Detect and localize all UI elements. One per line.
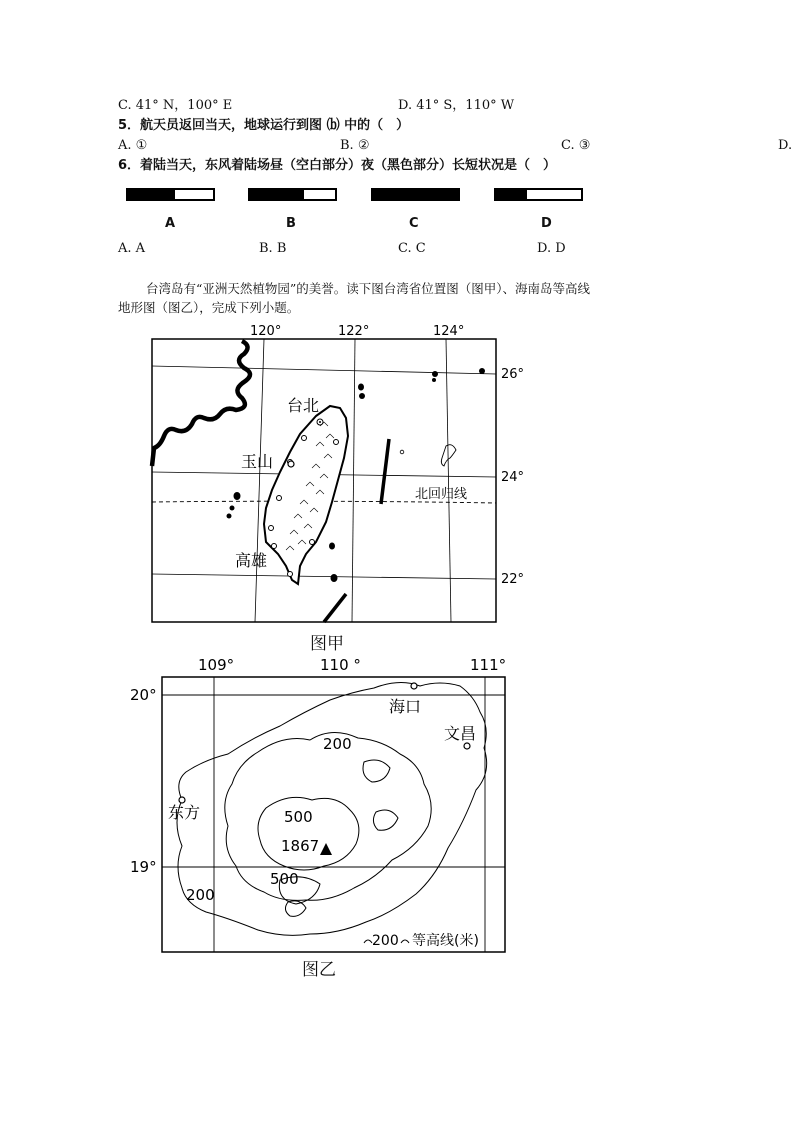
lon-label-124: 124°: [433, 324, 465, 339]
contour-label-200: 200: [323, 735, 352, 753]
bar-label-a: A: [165, 216, 176, 231]
peak-elevation: 1867: [281, 837, 320, 855]
mainland-coastline: [152, 341, 250, 466]
lon-label-122: 122°: [338, 324, 370, 339]
place-haikou: 海口: [389, 697, 422, 716]
lat-label-22: 22°: [501, 572, 525, 587]
day-night-bar-c: [371, 188, 460, 201]
q5-option-a: A. ①: [118, 138, 148, 153]
lon-label-110: 110 °: [320, 656, 361, 674]
contour-label-200-west: 200: [186, 886, 215, 904]
q4-option-d: D. 41° S，110° W: [398, 98, 515, 113]
lon-label-120: 120°: [250, 324, 282, 339]
place-kaohsiung: 高雄: [235, 551, 268, 570]
lon-label-111: 111°: [470, 656, 507, 674]
map-frame: [162, 677, 505, 952]
parallel-26: [152, 366, 496, 374]
place-taipei: 台北: [287, 396, 320, 415]
contour-small-1: [363, 760, 390, 782]
q6-option-a: A. A: [118, 241, 146, 256]
day-night-bar-d: [494, 188, 583, 201]
legend-text: 等高线(米): [412, 933, 479, 949]
meridian-124: [446, 339, 451, 622]
taiwan-island: [264, 406, 348, 584]
legend-contour-symbol-2: [401, 940, 409, 943]
meridian-122: [352, 339, 355, 622]
ryukyu-islands: [441, 445, 456, 466]
q6-option-c: C. C: [398, 241, 426, 256]
haikou-marker: [411, 683, 417, 689]
bar-label-b: B: [286, 216, 296, 231]
place-dongfang: 东方: [168, 803, 201, 822]
yushan-marker: [288, 461, 294, 467]
contour-small-3: [285, 901, 306, 916]
map-a-caption: 图甲: [310, 634, 344, 654]
wenchang-marker: [464, 743, 470, 749]
taipei-dot: [319, 421, 321, 423]
day-night-bar-a: [126, 188, 215, 201]
q5-option-c: C. ③: [561, 138, 591, 153]
lon-label-109: 109°: [198, 656, 235, 674]
q6-stem: 6．着陆当天，东风着陆场昼（空白部分）夜（黑色部分）长短状况是（ ）: [118, 158, 557, 173]
q6-option-d: D. D: [537, 241, 566, 256]
lat-label-24: 24°: [501, 470, 525, 485]
intro-line-1: 台湾岛有“亚洲天然植物园”的美誉。读下图台湾省位置图（图甲）、海南岛等高线: [146, 281, 591, 296]
day-night-bar-b: [248, 188, 337, 201]
hainan-contour-map: [124, 652, 524, 962]
contour-small-2: [373, 810, 398, 830]
parallel-22: [152, 574, 496, 579]
contour-label-500-south: 500: [270, 870, 299, 888]
boundary-segment-south: [324, 594, 346, 622]
q5-option-b: B. ②: [340, 138, 370, 153]
bar-label-c: C: [409, 216, 419, 231]
lat-label-20: 20°: [130, 686, 157, 704]
bar-label-d: D: [541, 216, 552, 231]
intro-line-2: 地形图（图乙），完成下列小题。: [118, 300, 300, 315]
place-wenchang: 文昌: [444, 724, 477, 743]
boundary-segment-east: [381, 439, 389, 504]
place-yushan: 玉山: [241, 452, 274, 471]
lat-label-26: 26°: [501, 367, 525, 382]
tropic-label: 北回归线: [415, 487, 468, 502]
meridian-120: [255, 339, 264, 622]
peak-triangle-icon: [320, 843, 332, 855]
lat-label-19: 19°: [130, 858, 157, 876]
contour-200: [225, 732, 431, 900]
q4-option-c: C. 41° N，100° E: [118, 98, 233, 113]
taiwan-location-map: [140, 318, 530, 630]
q5-option-d: D.: [778, 138, 793, 153]
small-island: [400, 450, 404, 454]
legend-contour-symbol: [364, 940, 372, 943]
contour-label-500-north: 500: [284, 808, 313, 826]
q5-stem: 5．航天员返回当天，地球运行到图 ⒝ 中的（ ）: [118, 118, 410, 133]
map-b-caption: 图乙: [302, 960, 336, 980]
q6-option-b: B. B: [259, 241, 287, 256]
legend-value: 200: [372, 933, 399, 949]
